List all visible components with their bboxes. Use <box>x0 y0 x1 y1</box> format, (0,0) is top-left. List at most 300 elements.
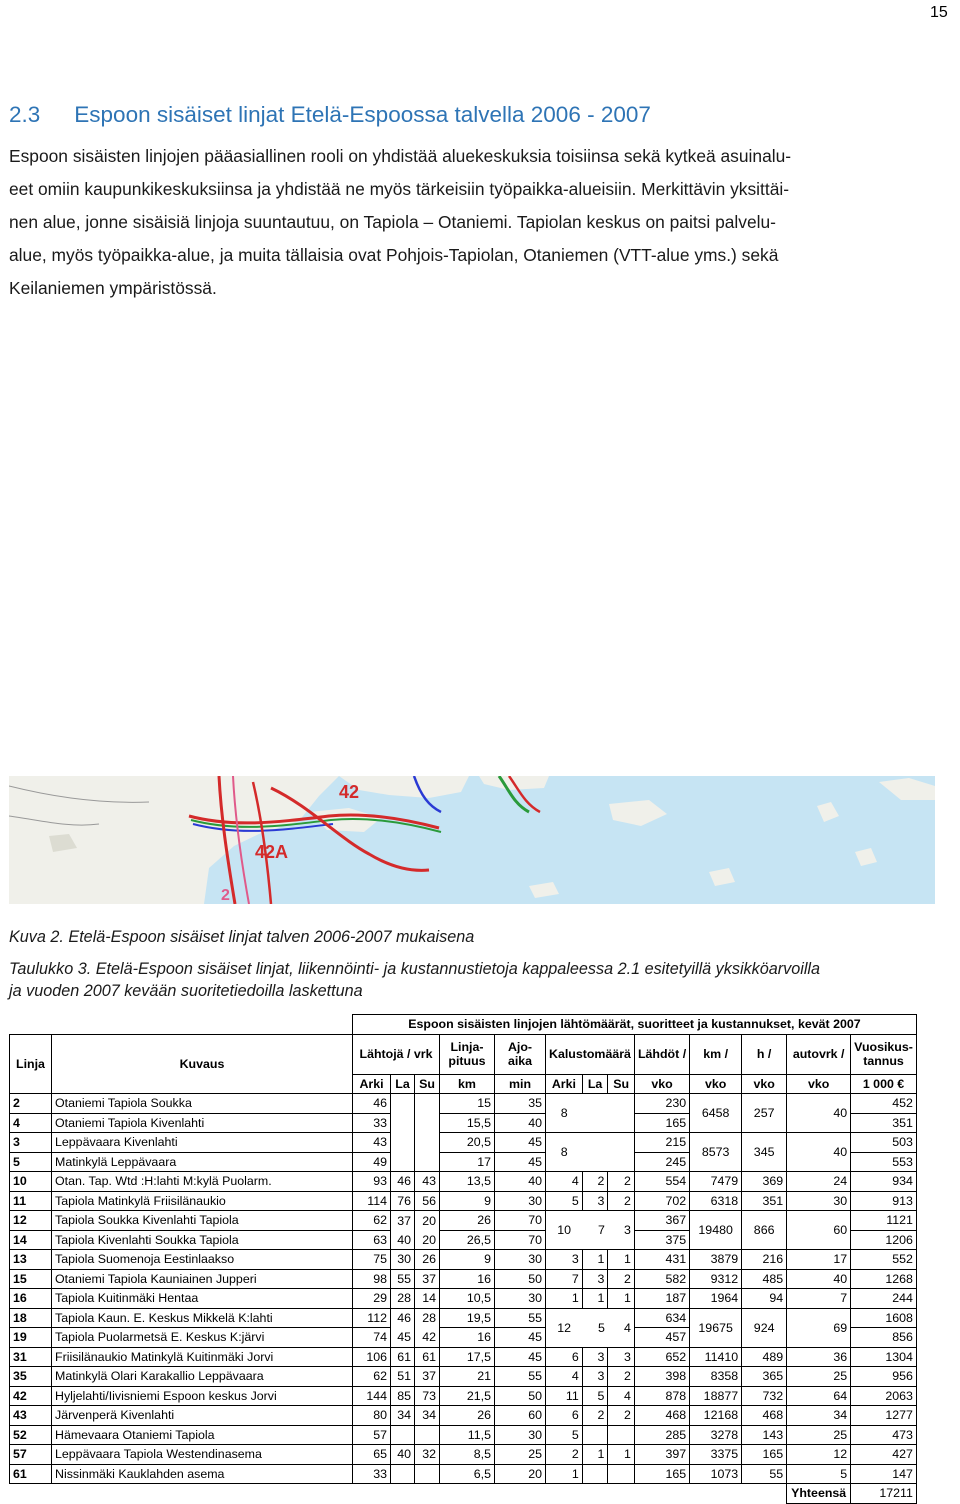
table-cell: 2 <box>608 1191 635 1211</box>
table-cell: 230 <box>634 1094 689 1114</box>
table-cell: 80 <box>353 1406 391 1426</box>
table-cell: 3278 <box>690 1425 742 1445</box>
table-cell: 55 <box>495 1367 546 1387</box>
table-cell: 582 <box>634 1269 689 1289</box>
route-description-cell: Leppävaara Kivenlahti <box>52 1133 353 1153</box>
table-cell: 2 <box>608 1367 635 1387</box>
table-cell: 3 <box>582 1367 608 1387</box>
table-cell: 75 <box>353 1250 391 1270</box>
table-row <box>10 1308 917 1328</box>
body-line: Espoon sisäisten linjojen pääasiallinen rooli on yhdistää aluekeskuksia toisiinsa sekä kytkeä asuinalu- <box>9 146 792 166</box>
table-cell <box>415 1152 440 1172</box>
table-caption <box>9 958 820 1002</box>
route-description-cell: Hyljelahti/Iivisniemi Espoon keskus Jorvi <box>52 1386 353 1406</box>
header-h: h / <box>742 1034 787 1074</box>
subheader-cell: Arki <box>353 1074 391 1094</box>
route-description-cell: Tapiola Soukka Kivenlahti Tapiola <box>52 1211 353 1231</box>
line-number-cell: 18 <box>10 1308 52 1328</box>
table-cell: 1304 <box>851 1347 917 1367</box>
route-description-cell: Matinkylä Leppävaara <box>52 1152 353 1172</box>
table-cell <box>391 1113 415 1133</box>
table-cell: 24 <box>787 1172 851 1192</box>
table-cell: 13,5 <box>440 1172 495 1192</box>
table-cell: 30 <box>495 1250 546 1270</box>
table-cell: 473 <box>851 1425 917 1445</box>
header-linja: Linja <box>10 1034 52 1094</box>
header-vuosikustannus: Vuosikus- tannus <box>851 1034 917 1074</box>
table-cell: 165 <box>634 1464 689 1484</box>
route-description-cell: Otaniemi Tapiola Kauniainen Jupperi <box>52 1269 353 1289</box>
table-cell: 1 <box>582 1250 608 1270</box>
table-cell: 553 <box>851 1152 917 1172</box>
route-description-cell: Tapiola Puolarmetsä E. Keskus K:järvi <box>52 1328 353 1348</box>
table-title-row <box>10 1015 917 1035</box>
table-cell <box>391 1094 415 1114</box>
table-row <box>10 1289 917 1309</box>
table-caption-line: ja vuoden 2007 kevään suoritetiedoilla laskettuna <box>9 982 363 1000</box>
table-cell: 1073 <box>690 1464 742 1484</box>
table-cell: 1206 <box>851 1230 917 1250</box>
table-cell: 46 <box>353 1094 391 1114</box>
map-route-label: 2 <box>221 887 230 904</box>
table-cell: 45 <box>495 1152 546 1172</box>
table-cell: 14 <box>415 1289 440 1309</box>
table-cell: 65 <box>353 1445 391 1465</box>
line-number-cell: 31 <box>10 1347 52 1367</box>
route-description-cell: Leppävaara Tapiola Westendinasema <box>52 1445 353 1465</box>
route-description-cell: Matinkylä Olari Karakallio Leppävaara <box>52 1367 353 1387</box>
table-cell: 1268 <box>851 1269 917 1289</box>
table-cell: 2 <box>608 1172 635 1192</box>
table-cell: 28 <box>391 1289 415 1309</box>
table-cell: 1 <box>608 1445 635 1465</box>
table-row <box>10 1445 917 1465</box>
line-number-cell: 42 <box>10 1386 52 1406</box>
table-cell: 55 <box>495 1308 546 1328</box>
subheader-cell: Arki <box>546 1074 583 1094</box>
table-cell: 15 <box>440 1094 495 1114</box>
table-cell: 375 <box>634 1230 689 1250</box>
table-cell: 45 <box>391 1328 415 1348</box>
table-cell: 60 <box>787 1211 851 1250</box>
table-cell: 7 <box>787 1289 851 1309</box>
table-cell: 8 <box>546 1094 583 1133</box>
body-line: eet omiin kaupunkikeskuksiinsa ja yhdistää ne myös tärkeisiin työpaikka-alueisiin. Merkittävin yksittäi- <box>9 179 790 199</box>
table-row <box>10 1172 917 1192</box>
table-cell: 57 <box>353 1425 391 1445</box>
table-cell: 3 <box>546 1250 583 1270</box>
table-cell: 56 <box>415 1191 440 1211</box>
table-cell: 20,5 <box>440 1133 495 1153</box>
table-cell: 3 <box>608 1211 635 1250</box>
table-cell <box>608 1425 635 1445</box>
table-row <box>10 1406 917 1426</box>
table-cell: 61 <box>391 1347 415 1367</box>
table-cell: 35 <box>495 1094 546 1114</box>
table-cell: 42 <box>415 1328 440 1348</box>
table-cell: 12168 <box>690 1406 742 1426</box>
header-km: km / <box>690 1034 742 1074</box>
table-cell: 5 <box>546 1425 583 1445</box>
table-cell: 40 <box>787 1094 851 1133</box>
table-cell: 19675 <box>690 1308 742 1347</box>
table-cell: 46 <box>391 1172 415 1192</box>
route-description-cell: Nissinmäki Kauklahden asema <box>52 1464 353 1484</box>
table-cell: 37 <box>391 1211 415 1231</box>
table-cell: 257 <box>742 1094 787 1133</box>
table-cell: 365 <box>742 1367 787 1387</box>
table-cell: 70 <box>495 1230 546 1250</box>
table-cell: 1608 <box>851 1308 917 1328</box>
table-header-row <box>10 1034 917 1074</box>
route-description-cell: Järvenperä Kivenlahti <box>52 1406 353 1426</box>
table-cell: 17 <box>440 1152 495 1172</box>
table-cell: 43 <box>353 1133 391 1153</box>
table-cell: 427 <box>851 1445 917 1465</box>
table-cell: 40 <box>391 1445 415 1465</box>
table-cell: 147 <box>851 1464 917 1484</box>
header-linjapituus: Linja- pituus <box>440 1034 495 1074</box>
total-label: Yhteensä <box>787 1484 851 1504</box>
table-cell <box>582 1464 608 1484</box>
table-cell: 70 <box>495 1211 546 1231</box>
table-cell: 20 <box>415 1211 440 1231</box>
table-cell <box>415 1464 440 1484</box>
figure-caption: Kuva 2. Etelä-Espoon sisäiset linjat talven 2006-2007 mukaisena <box>9 928 475 946</box>
table-cell: 9312 <box>690 1269 742 1289</box>
table-cell: 43 <box>415 1172 440 1192</box>
table-cell: 216 <box>742 1250 787 1270</box>
table-cell <box>608 1464 635 1484</box>
line-number-cell: 19 <box>10 1328 52 1348</box>
table-cell: 73 <box>415 1386 440 1406</box>
table-cell: 46 <box>391 1308 415 1328</box>
total-row <box>10 1484 917 1504</box>
map-route-label: 42 <box>339 782 360 802</box>
table-cell: 26 <box>440 1406 495 1426</box>
subheader-cell: 1 000 € <box>851 1074 917 1094</box>
route-description-cell: Otan. Tap. Wtd :H:lahti M:kylä Puolarm. <box>52 1172 353 1192</box>
table-cell: 32 <box>415 1445 440 1465</box>
table-cell <box>391 1464 415 1484</box>
table-cell <box>391 1152 415 1172</box>
table-cell: 60 <box>495 1406 546 1426</box>
table-row <box>10 1367 917 1387</box>
table-cell: 63 <box>353 1230 391 1250</box>
table-cell <box>415 1425 440 1445</box>
table-cell: 55 <box>391 1269 415 1289</box>
table-cell: 634 <box>634 1308 689 1328</box>
line-number-cell: 5 <box>10 1152 52 1172</box>
table-cell: 49 <box>353 1152 391 1172</box>
table-cell: 30 <box>495 1289 546 1309</box>
subheader-cell: Su <box>415 1074 440 1094</box>
table-cell: 2063 <box>851 1386 917 1406</box>
line-number-cell: 3 <box>10 1133 52 1153</box>
table-cell: 94 <box>742 1289 787 1309</box>
table-cell <box>608 1094 635 1133</box>
route-description-cell: Tapiola Matinkylä Friisilänaukio <box>52 1191 353 1211</box>
table-cell: 351 <box>851 1113 917 1133</box>
table-cell: 351 <box>742 1191 787 1211</box>
table-cell: 285 <box>634 1425 689 1445</box>
table-cell: 11,5 <box>440 1425 495 1445</box>
body-line: alue, myös työpaikka-alue, ja muita tällaisia ovat Pohjois-Tapiolan, Otaniemen (VTT-alue yms.) sekä <box>9 245 779 265</box>
line-number-cell: 61 <box>10 1464 52 1484</box>
table-cell: 924 <box>742 1308 787 1347</box>
table-cell: 12 <box>787 1445 851 1465</box>
table-cell: 2 <box>582 1172 608 1192</box>
table-cell: 144 <box>353 1386 391 1406</box>
table-cell: 4 <box>608 1308 635 1347</box>
table-cell: 64 <box>787 1386 851 1406</box>
table-title: Espoon sisäisten linjojen lähtömäärät, suoritteet ja kustannukset, kevät 2007 <box>353 1015 917 1035</box>
table-cell: 20 <box>415 1230 440 1250</box>
table-cell: 7 <box>546 1269 583 1289</box>
route-description-cell: Friisilänaukio Matinkylä Kuitinmäki Jorvi <box>52 1347 353 1367</box>
table-cell: 85 <box>391 1386 415 1406</box>
table-cell <box>582 1133 608 1172</box>
table-cell: 652 <box>634 1347 689 1367</box>
table-cell: 34 <box>391 1406 415 1426</box>
table-cell: 1 <box>582 1289 608 1309</box>
table-cell: 1964 <box>690 1289 742 1309</box>
table-cell: 4 <box>546 1367 583 1387</box>
table-cell: 5 <box>546 1191 583 1211</box>
table-cell: 40 <box>787 1133 851 1172</box>
table-cell: 554 <box>634 1172 689 1192</box>
subheader-cell: vko <box>634 1074 689 1094</box>
table-cell: 26,5 <box>440 1230 495 1250</box>
table-cell: 165 <box>742 1445 787 1465</box>
table-cell: 503 <box>851 1133 917 1153</box>
table-cell: 1 <box>608 1289 635 1309</box>
table-cell: 45 <box>495 1347 546 1367</box>
table-cell: 61 <box>415 1347 440 1367</box>
table-cell: 40 <box>495 1172 546 1192</box>
table-cell: 398 <box>634 1367 689 1387</box>
section-title: Espoon sisäiset linjat Etelä-Espoossa talvella 2006 - 2007 <box>74 102 651 127</box>
table-row <box>10 1386 917 1406</box>
table-cell: 468 <box>742 1406 787 1426</box>
table-cell: 856 <box>851 1328 917 1348</box>
table-cell: 397 <box>634 1445 689 1465</box>
table-cell: 51 <box>391 1367 415 1387</box>
table-body <box>10 1015 917 1504</box>
table-row <box>10 1133 917 1153</box>
table-cell <box>415 1094 440 1114</box>
table-cell: 28 <box>415 1308 440 1328</box>
table-cell: 26 <box>415 1250 440 1270</box>
table-cell: 25 <box>495 1445 546 1465</box>
table-cell: 6458 <box>690 1094 742 1133</box>
table-cell: 2 <box>608 1269 635 1289</box>
table-cell: 3879 <box>690 1250 742 1270</box>
table-cell: 40 <box>391 1230 415 1250</box>
table-cell: 34 <box>787 1406 851 1426</box>
route-description-cell: Hämevaara Otaniemi Tapiola <box>52 1425 353 1445</box>
table-cell: 8 <box>546 1133 583 1172</box>
table-cell: 30 <box>787 1191 851 1211</box>
table-cell: 12 <box>546 1308 583 1347</box>
subheader-cell: min <box>495 1074 546 1094</box>
line-number-cell: 52 <box>10 1425 52 1445</box>
table-cell: 50 <box>495 1269 546 1289</box>
route-description-cell: Tapiola Kuitinmäki Hentaa <box>52 1289 353 1309</box>
header-lahdot: Lähdöt / <box>634 1034 689 1074</box>
table-cell: 112 <box>353 1308 391 1328</box>
table-row <box>10 1269 917 1289</box>
table-cell: 8358 <box>690 1367 742 1387</box>
table-cell: 6 <box>546 1347 583 1367</box>
table-cell: 5 <box>582 1308 608 1347</box>
table-cell <box>415 1133 440 1153</box>
table-cell: 62 <box>353 1367 391 1387</box>
table-cell: 5 <box>582 1386 608 1406</box>
line-number-cell: 14 <box>10 1230 52 1250</box>
table-cell: 9 <box>440 1191 495 1211</box>
table-cell: 485 <box>742 1269 787 1289</box>
table-cell: 2 <box>608 1406 635 1426</box>
header-lahtoja: Lähtojä / vrk <box>353 1034 440 1074</box>
table-cell: 16 <box>440 1328 495 1348</box>
table-cell: 30 <box>391 1250 415 1270</box>
table-cell: 702 <box>634 1191 689 1211</box>
table-cell: 11410 <box>690 1347 742 1367</box>
table-cell: 4 <box>546 1172 583 1192</box>
route-description-cell: Tapiola Kivenlahti Soukka Tapiola <box>52 1230 353 1250</box>
table-cell <box>391 1425 415 1445</box>
line-number-cell: 12 <box>10 1211 52 1231</box>
table-cell: 25 <box>787 1425 851 1445</box>
table-cell: 3 <box>608 1347 635 1367</box>
subheader-cell: vko <box>742 1074 787 1094</box>
table-cell: 37 <box>415 1367 440 1387</box>
subheader-cell: La <box>582 1074 608 1094</box>
table-cell: 21,5 <box>440 1386 495 1406</box>
table-row <box>10 1211 917 1231</box>
table-cell <box>582 1094 608 1133</box>
table-cell: 934 <box>851 1172 917 1192</box>
table-cell: 143 <box>742 1425 787 1445</box>
total-value: 17211 <box>851 1484 917 1504</box>
table-caption-line: Taulukko 3. Etelä-Espoon sisäiset linjat, liikennöinti- ja kustannustietoja kappaleessa 2.1 esitetyillä yksikköarvoilla <box>9 960 821 978</box>
line-number-cell: 10 <box>10 1172 52 1192</box>
table-cell: 2 <box>582 1406 608 1426</box>
table-cell: 7 <box>582 1211 608 1250</box>
line-number-cell: 15 <box>10 1269 52 1289</box>
table-cell: 866 <box>742 1211 787 1250</box>
table-row <box>10 1464 917 1484</box>
line-number-cell: 4 <box>10 1113 52 1133</box>
table-cell: 367 <box>634 1211 689 1231</box>
table-cell: 74 <box>353 1328 391 1348</box>
table-cell: 76 <box>391 1191 415 1211</box>
table-cell: 1277 <box>851 1406 917 1426</box>
table-row <box>10 1250 917 1270</box>
body-line: nen alue, jonne sisäisiä linjoja suuntautuu, on Tapiola – Otaniemi. Tapiolan keskus on paitsi palvelu- <box>9 212 776 232</box>
table-cell: 11 <box>546 1386 583 1406</box>
table-cell: 6318 <box>690 1191 742 1211</box>
table-cell: 3 <box>582 1347 608 1367</box>
table-cell: 19,5 <box>440 1308 495 1328</box>
table-cell: 732 <box>742 1386 787 1406</box>
table-cell: 30 <box>495 1191 546 1211</box>
table-cell: 8,5 <box>440 1445 495 1465</box>
table-cell: 25 <box>787 1367 851 1387</box>
table-cell: 956 <box>851 1367 917 1387</box>
route-description-cell: Otaniemi Tapiola Kivenlahti <box>52 1113 353 1133</box>
subheader-cell: vko <box>787 1074 851 1094</box>
table-cell: 187 <box>634 1289 689 1309</box>
table-cell: 26 <box>440 1211 495 1231</box>
table-cell: 1 <box>608 1250 635 1270</box>
table-cell: 30 <box>495 1425 546 1445</box>
table-cell: 16 <box>440 1269 495 1289</box>
route-map-svg <box>9 776 935 904</box>
section-number: 2.3 <box>9 102 41 127</box>
page-number: 15 <box>930 4 948 21</box>
route-description-cell: Otaniemi Tapiola Soukka <box>52 1094 353 1114</box>
section-heading <box>9 102 685 128</box>
header-autovrk: autovrk / <box>787 1034 851 1074</box>
table-cell: 29 <box>353 1289 391 1309</box>
table-cell: 69 <box>787 1308 851 1347</box>
route-description-cell: Tapiola Suomenoja Eestinlaakso <box>52 1250 353 1270</box>
table-cell: 3 <box>582 1269 608 1289</box>
table-cell: 62 <box>353 1211 391 1231</box>
subheader-cell: km <box>440 1074 495 1094</box>
subheader-cell: Su <box>608 1074 635 1094</box>
table-cell: 15,5 <box>440 1113 495 1133</box>
body-line: Keilaniemen ympäristössä. <box>9 278 217 298</box>
table-cell: 40 <box>787 1269 851 1289</box>
body-paragraph <box>9 140 957 305</box>
table-cell: 552 <box>851 1250 917 1270</box>
table-cell: 369 <box>742 1172 787 1192</box>
header-kalustomaara: Kalustomäärä <box>546 1034 635 1074</box>
line-number-cell: 57 <box>10 1445 52 1465</box>
table-cell: 18877 <box>690 1386 742 1406</box>
table-cell: 345 <box>742 1133 787 1172</box>
table-cell: 165 <box>634 1113 689 1133</box>
table-cell: 452 <box>851 1094 917 1114</box>
table-cell <box>582 1425 608 1445</box>
table-cell: 36 <box>787 1347 851 1367</box>
line-number-cell: 11 <box>10 1191 52 1211</box>
table-cell: 19480 <box>690 1211 742 1250</box>
table-cell <box>391 1133 415 1153</box>
table-cell: 50 <box>495 1386 546 1406</box>
table-cell: 21 <box>440 1367 495 1387</box>
line-number-cell: 16 <box>10 1289 52 1309</box>
table-cell: 1 <box>582 1445 608 1465</box>
line-number-cell: 35 <box>10 1367 52 1387</box>
table-cell: 20 <box>495 1464 546 1484</box>
table-cell: 93 <box>353 1172 391 1192</box>
table-cell <box>415 1113 440 1133</box>
table-cell: 33 <box>353 1464 391 1484</box>
table-cell: 8573 <box>690 1133 742 1172</box>
table-cell: 3 <box>582 1191 608 1211</box>
table-cell: 37 <box>415 1269 440 1289</box>
map-route-label: 42A <box>255 842 289 862</box>
table-row <box>10 1094 917 1114</box>
table-cell: 10,5 <box>440 1289 495 1309</box>
subheader-cell: vko <box>690 1074 742 1094</box>
table-cell: 9 <box>440 1250 495 1270</box>
table-cell: 1121 <box>851 1211 917 1231</box>
